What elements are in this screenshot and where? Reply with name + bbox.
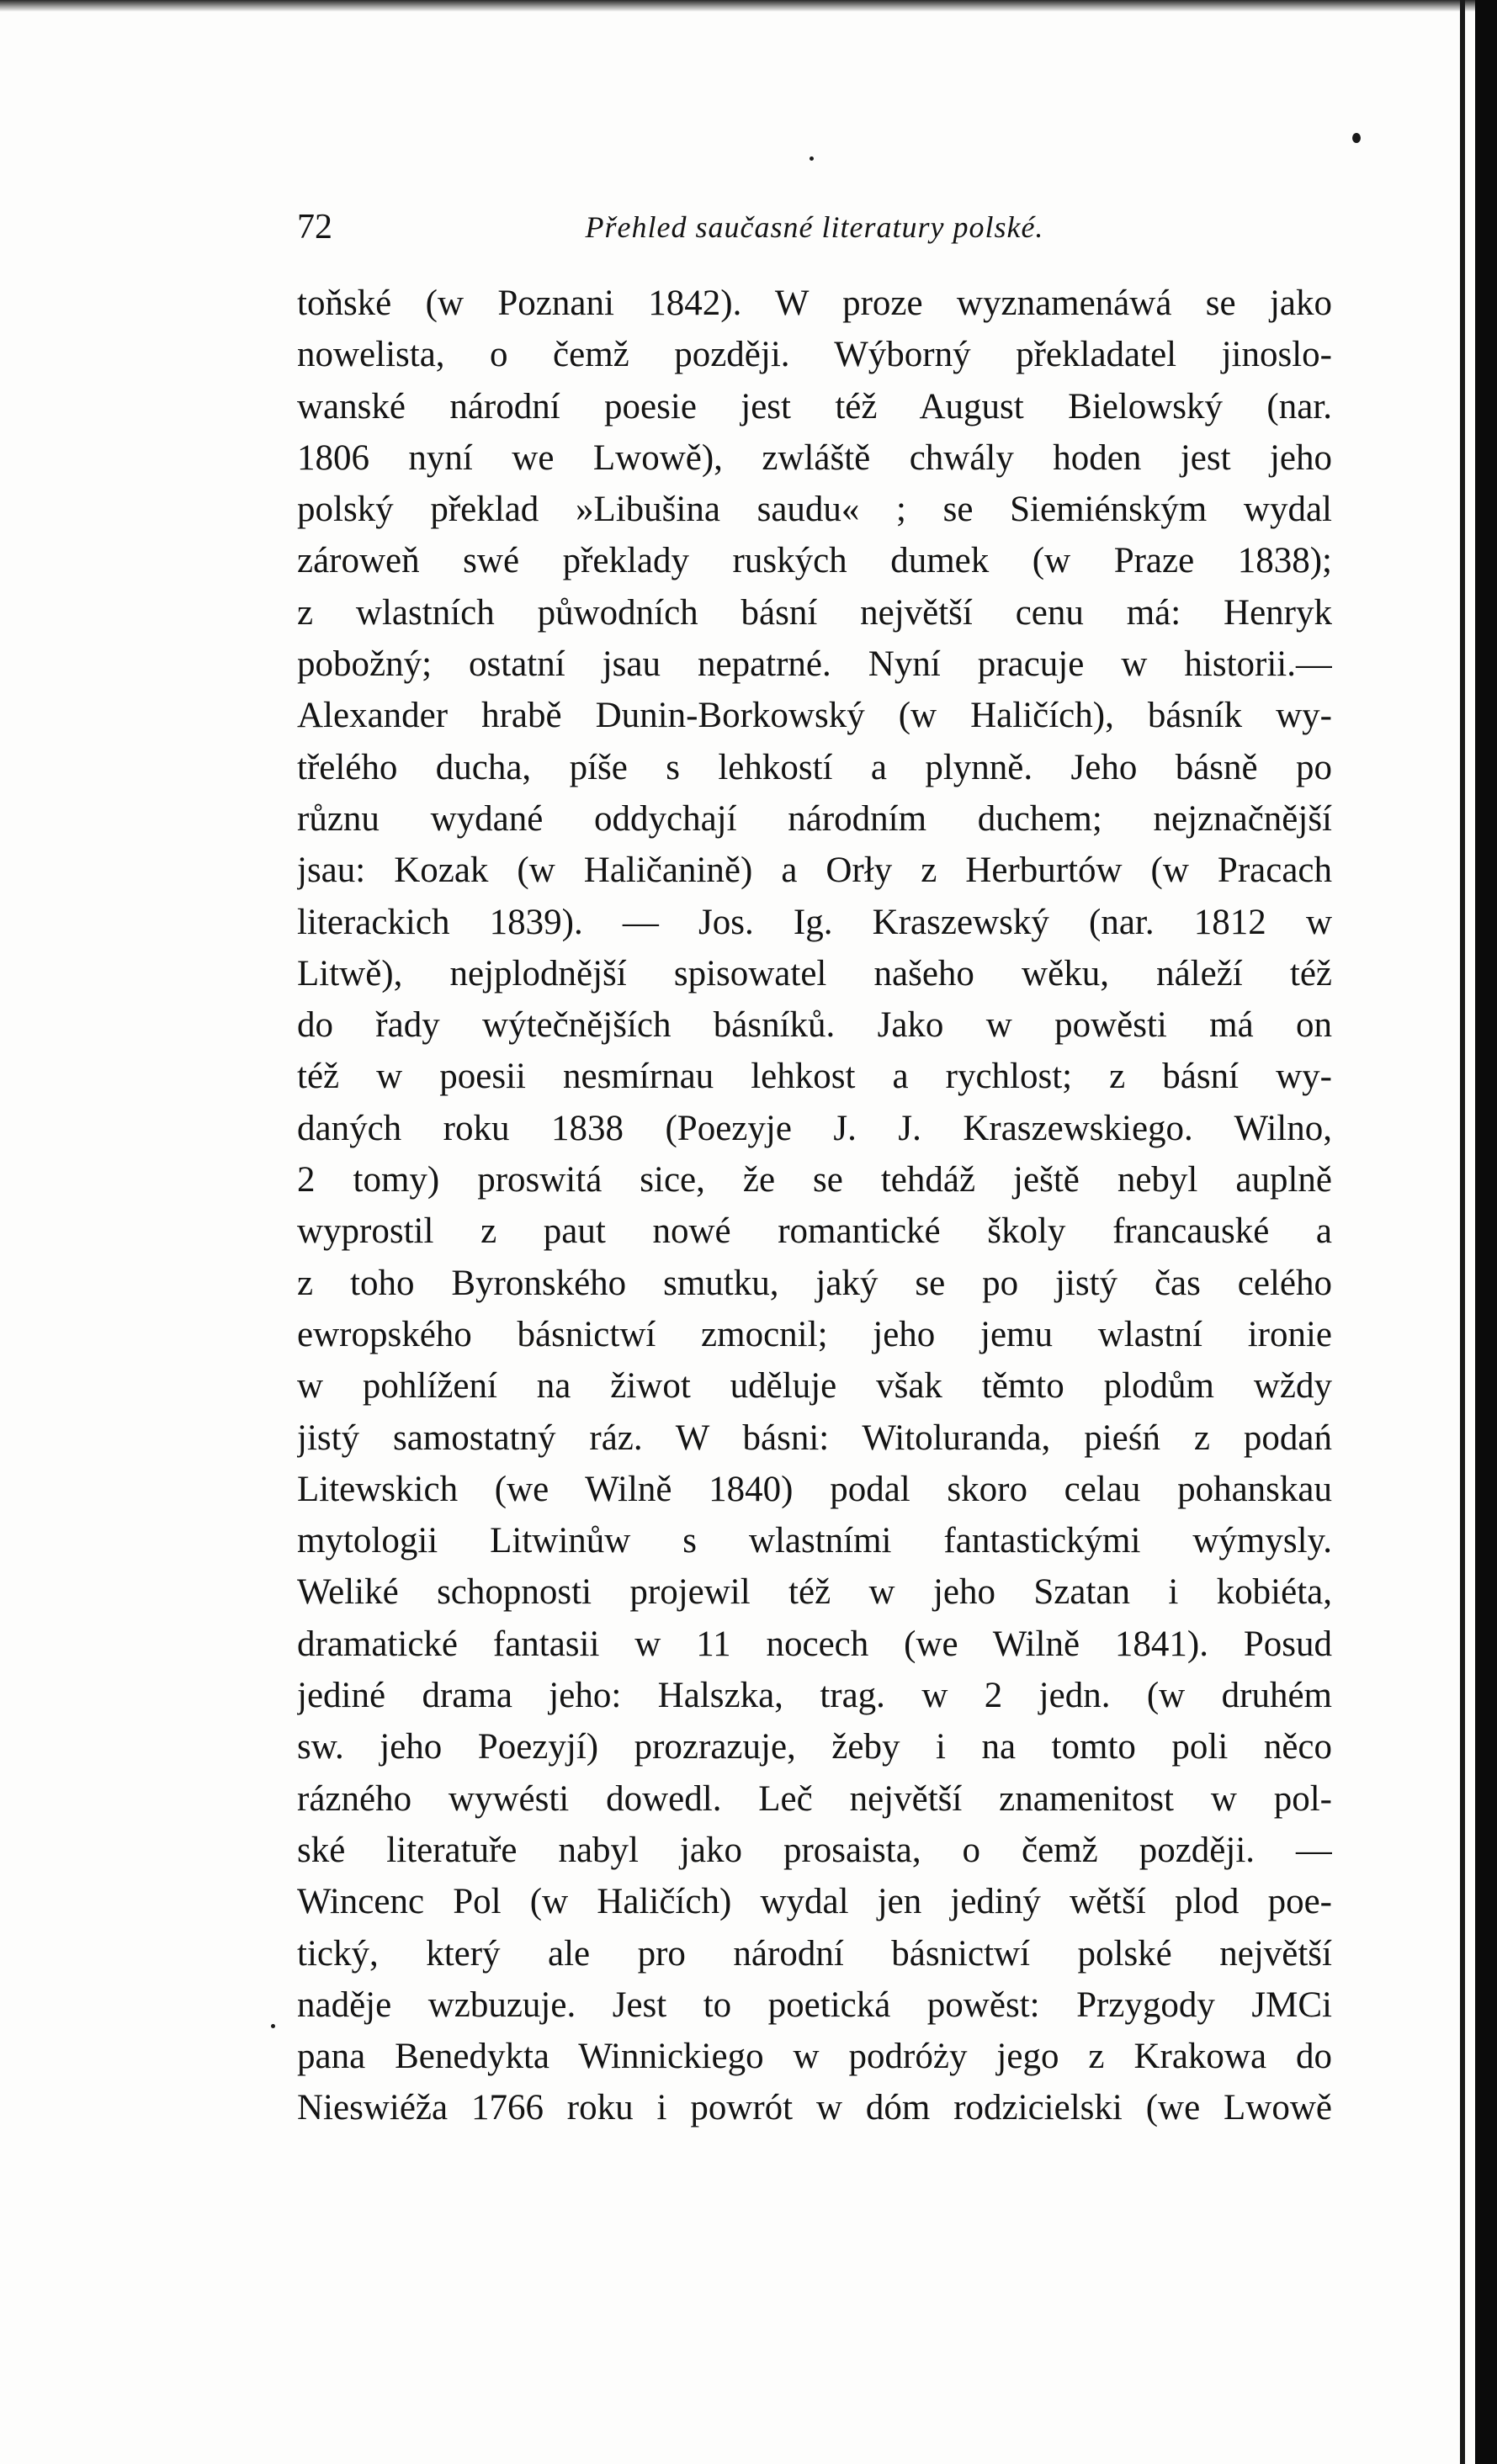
text-line: tický, který ale pro národní básnictwí polské největší	[297, 1933, 1332, 1974]
text-line: rázného wywésti dowedl. Leč největší znamenitost w pol-	[297, 1778, 1332, 1819]
text-line: ské literatuře nabyl jako prosaista, o čemž později. —	[297, 1830, 1332, 1870]
scan-top-edge	[0, 0, 1497, 12]
text-line: různu wydané oddychají národním duchem; nejznačnější	[297, 798, 1332, 839]
text-line: 1806 nyní we Lwowě), zwláště chwály hoden jest jeho	[297, 437, 1332, 478]
running-title: Přehled saučasné literatury polské.	[585, 210, 1044, 244]
scan-speck	[810, 156, 814, 161]
text-line: nowelista, o čemž později. Wýborný překladatel jinoslo-	[297, 335, 1332, 375]
text-line: Nieswiéža 1766 roku i powrót w dóm rodzicielski (we Lwowě	[297, 2088, 1332, 2128]
text-line: ewropského básnictwí zmocnil; jeho jemu wlastní ironie	[297, 1314, 1332, 1354]
scan-speck	[1352, 133, 1361, 143]
scan-right-edge-line	[1460, 0, 1465, 2464]
text-line: Weliké schopnosti projewil též w jeho Szatan i kobiéta,	[297, 1572, 1332, 1613]
text-line: do řady wýtečnějších básníků. Jako w powěsti má on	[297, 1005, 1332, 1046]
scan-right-edge	[1475, 0, 1497, 2464]
text-line: Litewskich (we Wilně 1840) podal skoro celau pohanskau	[297, 1469, 1332, 1509]
text-line: w pohlížení na žiwot uděluje však těmto plodům wždy	[297, 1366, 1332, 1407]
text-line: wyprostil z paut nowé romantické školy francauské a	[297, 1211, 1332, 1252]
text-line: naděje wzbuzuje. Jest to poetická powěst: Przygody JMCi	[297, 1984, 1332, 2025]
text-line: toňské (w Poznani 1842). W proze wyznamenáwá se jako	[297, 283, 1332, 323]
text-line: jsau: Kozak (w Haličanině) a Orły z Herburtów (w Pracach	[297, 850, 1332, 891]
text-line: zároweň swé překlady ruských dumek (w Praze 1838);	[297, 541, 1332, 581]
text-line: daných roku 1838 (Poezyje J. J. Kraszewskiego. Wilno,	[297, 1108, 1332, 1148]
page-header	[297, 202, 1332, 252]
text-line: pana Benedykta Winnickiego w podróży jego z Krakowa do	[297, 2037, 1332, 2077]
text-line: dramatické fantasii w 11 nocech (we Wilně 1841). Posud	[297, 1624, 1332, 1664]
scan-speck	[271, 2024, 275, 2028]
text-line: pobožný; ostatní jsau nepatrné. Nyní pracuje w historii.—	[297, 644, 1332, 685]
text-line: literackich 1839). — Jos. Ig. Kraszewský (nar. 1812 w	[297, 902, 1332, 942]
text-line: Alexander hrabě Dunin-Borkowský (w Haličích), básník wy-	[297, 696, 1332, 736]
text-line: Litwě), nejplodnější spisowatel našeho wěku, náleží též	[297, 953, 1332, 994]
text-line: 2 tomy) proswitá sice, že se tehdáž ještě nebyl auplně	[297, 1160, 1332, 1200]
text-line: z toho Byronského smutku, jaký se po jistý čas celého	[297, 1263, 1332, 1303]
text-line: polský překlad »Libušina saudu« ; se Siemiénským wydal	[297, 490, 1332, 530]
text-line: sw. jeho Poezyjí) prozrazuje, žeby i na tomto poli něco	[297, 1727, 1332, 1767]
page-number: 72	[297, 208, 332, 246]
text-line: třelého ducha, píše s lehkostí a plynně. Jeho básně po	[297, 747, 1332, 787]
text-line: z wlastních půwodních básní největší cenu má: Henryk	[297, 592, 1332, 633]
text-line: Wincenc Pol (w Haličích) wydal jen jediný wětší plod poe-	[297, 1882, 1332, 1922]
text-line: jistý samostatný ráz. W básni: Witoluranda, pieśń z podań	[297, 1417, 1332, 1458]
text-line: wanské národní poesie jest též August Bielowský (nar.	[297, 386, 1332, 427]
body-text	[297, 278, 1332, 2134]
text-line: jediné drama jeho: Halszka, trag. w 2 jedn. (w druhém	[297, 1676, 1332, 1716]
text-line: též w poesii nesmírnau lehkost a rychlost; z básní wy-	[297, 1057, 1332, 1097]
text-line: mytologii Litwinůw s wlastními fantastickými wýmysly.	[297, 1521, 1332, 1561]
